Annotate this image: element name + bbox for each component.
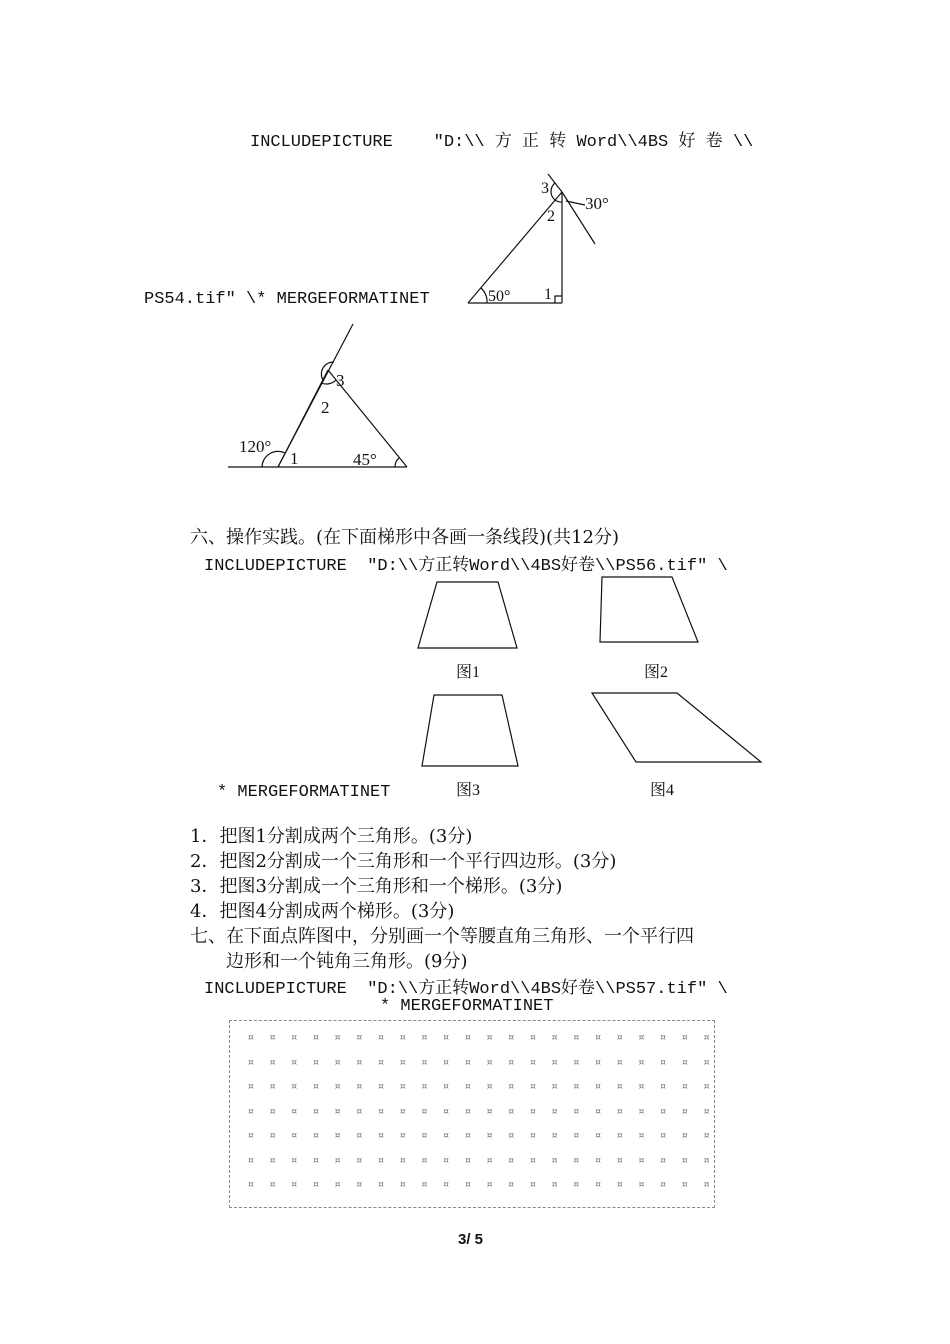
trapezoid-figure-3 <box>422 695 518 766</box>
grid-dot: ¤ <box>269 1057 276 1068</box>
grid-dot: ¤ <box>660 1155 667 1166</box>
grid-dot: ¤ <box>486 1106 493 1117</box>
grid-dot: ¤ <box>573 1180 580 1190</box>
grid-dot: ¤ <box>334 1082 341 1092</box>
grid-dot: ¤ <box>269 1082 276 1092</box>
grid-dot: ¤ <box>356 1082 363 1092</box>
fig1-label: 图1 <box>456 664 481 681</box>
section7-heading-line2: 边形和一个钝角三角形。(9分) <box>226 951 468 972</box>
section6-item-1: 1．把图1分割成两个三角形。(3分) <box>190 826 473 847</box>
grid-dot: ¤ <box>530 1082 536 1092</box>
grid-dot: ¤ <box>248 1131 254 1141</box>
grid-dot: ¤ <box>291 1180 298 1190</box>
grid-dot: ¤ <box>399 1082 406 1092</box>
grid-dot: ¤ <box>356 1057 363 1068</box>
grid-dot: ¤ <box>638 1106 645 1117</box>
grid-dot: ¤ <box>443 1180 450 1190</box>
grid-dot: ¤ <box>399 1131 406 1141</box>
grid-dot: ¤ <box>486 1180 493 1190</box>
grid-dot: ¤ <box>595 1082 601 1092</box>
grid-dot: ¤ <box>356 1033 363 1043</box>
grid-dot: ¤ <box>508 1082 515 1092</box>
grid-dot: ¤ <box>595 1155 601 1166</box>
grid-dot: ¤ <box>313 1131 319 1141</box>
angle-label-45: 45° <box>353 450 377 469</box>
section6-item-3: 3．把图3分割成一个三角形和一个梯形。(3分) <box>190 876 563 897</box>
grid-dot: ¤ <box>248 1057 254 1068</box>
grid-dot: ¤ <box>269 1131 276 1141</box>
grid-dot: ¤ <box>443 1106 450 1117</box>
grid-dot: ¤ <box>313 1082 319 1092</box>
grid-dot: ¤ <box>682 1131 688 1141</box>
grid-dot: ¤ <box>508 1106 515 1117</box>
grid-dot: ¤ <box>399 1033 406 1043</box>
grid-dot: ¤ <box>573 1033 580 1043</box>
grid-dot: ¤ <box>638 1082 645 1092</box>
field-code-ps54-line2: PS54.tif" \* MERGEFORMATINET <box>144 290 430 309</box>
grid-dot: ¤ <box>682 1155 688 1166</box>
section6-heading: 六、操作实践。(在下面梯形中各画一条线段)(共12分) <box>190 527 619 548</box>
grid-dot: ¤ <box>356 1131 363 1141</box>
grid-dot: ¤ <box>334 1180 341 1190</box>
angle-mark-1: 1 <box>544 286 552 303</box>
grid-dot: ¤ <box>334 1033 341 1043</box>
grid-dot: ¤ <box>703 1131 710 1141</box>
grid-dot: ¤ <box>248 1106 254 1117</box>
grid-dot: ¤ <box>269 1155 276 1166</box>
grid-dot: ¤ <box>508 1131 515 1141</box>
grid-dot: ¤ <box>399 1155 406 1166</box>
grid-dot: ¤ <box>573 1057 580 1068</box>
grid-dot: ¤ <box>682 1057 688 1068</box>
grid-dot: ¤ <box>660 1180 667 1190</box>
grid-dot: ¤ <box>248 1155 254 1166</box>
grid-dot: ¤ <box>421 1131 428 1141</box>
grid-dot: ¤ <box>530 1180 536 1190</box>
grid-dot: ¤ <box>269 1180 276 1190</box>
grid-dot: ¤ <box>595 1057 601 1068</box>
grid-dot: ¤ <box>378 1155 384 1166</box>
grid-dot: ¤ <box>616 1180 623 1190</box>
grid-dot: ¤ <box>465 1082 471 1092</box>
angle-mark-1: 1 <box>290 449 299 468</box>
angle-mark-3: 3 <box>541 180 549 197</box>
grid-dot: ¤ <box>508 1057 515 1068</box>
grid-dot: ¤ <box>595 1033 601 1043</box>
grid-dot: ¤ <box>703 1082 710 1092</box>
grid-dot: ¤ <box>551 1131 558 1141</box>
grid-dot: ¤ <box>399 1106 406 1117</box>
grid-dot: ¤ <box>313 1180 319 1190</box>
grid-dot: ¤ <box>465 1033 471 1043</box>
grid-dot: ¤ <box>508 1155 515 1166</box>
grid-dot: ¤ <box>356 1155 363 1166</box>
grid-dot: ¤ <box>508 1033 515 1043</box>
grid-dot: ¤ <box>703 1033 710 1043</box>
grid-dot: ¤ <box>486 1057 493 1068</box>
grid-dot: ¤ <box>616 1106 623 1117</box>
grid-dot: ¤ <box>660 1057 667 1068</box>
trapezoid-figure-4 <box>592 693 761 762</box>
grid-dot: ¤ <box>530 1057 536 1068</box>
grid-dot: ¤ <box>551 1082 558 1092</box>
grid-dot: ¤ <box>313 1033 319 1043</box>
grid-dot: ¤ <box>616 1131 623 1141</box>
grid-dot: ¤ <box>465 1106 471 1117</box>
grid-dot: ¤ <box>291 1033 298 1043</box>
grid-dot: ¤ <box>551 1155 558 1166</box>
angle-label-30: 30° <box>585 194 609 213</box>
grid-dot: ¤ <box>465 1155 471 1166</box>
section6-item-4: 4．把图4分割成两个梯形。(3分) <box>190 901 455 922</box>
grid-dot: ¤ <box>378 1106 384 1117</box>
grid-dot: ¤ <box>616 1057 623 1068</box>
grid-dot: ¤ <box>443 1057 450 1068</box>
section7-heading-line1: 七、在下面点阵图中，分别画一个等腰直角三角形、一个平行四 <box>190 926 694 947</box>
grid-dot: ¤ <box>703 1106 710 1117</box>
fig3-label: 图3 <box>456 782 481 799</box>
field-code-ps54-line1: INCLUDEPICTURE "D:\\ 方 正 转 Word\\4BS 好 卷 \\ <box>250 133 754 152</box>
grid-dot: ¤ <box>660 1033 667 1043</box>
angle-mark-3: 3 <box>336 371 345 390</box>
grid-dot: ¤ <box>530 1155 536 1166</box>
grid-dot: ¤ <box>443 1131 450 1141</box>
grid-dot: ¤ <box>378 1180 384 1190</box>
grid-dot: ¤ <box>530 1106 536 1117</box>
grid-dot: ¤ <box>573 1131 580 1141</box>
field-code-ps57-line1: INCLUDEPICTURE "D:\\方正转Word\\4BS好卷\\PS57.tif" \ <box>204 980 728 999</box>
grid-dot: ¤ <box>703 1057 710 1068</box>
grid-dot: ¤ <box>421 1106 428 1117</box>
grid-dot: ¤ <box>399 1180 406 1190</box>
grid-dot: ¤ <box>269 1106 276 1117</box>
grid-dot: ¤ <box>378 1033 384 1043</box>
grid-dot: ¤ <box>291 1131 298 1141</box>
grid-dot: ¤ <box>421 1082 428 1092</box>
grid-dot: ¤ <box>486 1033 493 1043</box>
grid-dot: ¤ <box>291 1082 298 1092</box>
angle-label-50: 50° <box>488 288 511 305</box>
angle-mark-2: 2 <box>547 208 555 225</box>
grid-dot: ¤ <box>682 1033 688 1043</box>
grid-dot: ¤ <box>551 1180 558 1190</box>
grid-dot: ¤ <box>248 1180 254 1190</box>
grid-dot: ¤ <box>399 1057 406 1068</box>
grid-dot: ¤ <box>313 1106 319 1117</box>
grid-dot: ¤ <box>508 1180 515 1190</box>
field-code-ps56-line1: INCLUDEPICTURE "D:\\方正转Word\\4BS好卷\\PS56.tif" \ <box>204 557 728 576</box>
grid-dot: ¤ <box>616 1082 623 1092</box>
grid-dot: ¤ <box>682 1106 688 1117</box>
grid-dot: ¤ <box>421 1180 428 1190</box>
triangle-figure-b <box>225 320 415 472</box>
grid-dot: ¤ <box>486 1082 493 1092</box>
grid-dot: ¤ <box>703 1155 710 1166</box>
grid-dot: ¤ <box>660 1082 667 1092</box>
grid-dot: ¤ <box>269 1033 276 1043</box>
grid-dot: ¤ <box>703 1180 710 1190</box>
grid-dot: ¤ <box>682 1082 688 1092</box>
grid-dot: ¤ <box>291 1155 298 1166</box>
triangle-figure-a <box>440 170 640 310</box>
grid-dot: ¤ <box>465 1131 471 1141</box>
grid-dot: ¤ <box>638 1033 645 1043</box>
grid-dot: ¤ <box>334 1057 341 1068</box>
grid-dot: ¤ <box>378 1082 384 1092</box>
grid-dot: ¤ <box>334 1106 341 1117</box>
grid-dot: ¤ <box>638 1131 645 1141</box>
grid-dot: ¤ <box>660 1106 667 1117</box>
grid-dot: ¤ <box>378 1057 384 1068</box>
grid-dot: ¤ <box>334 1155 341 1166</box>
grid-dot: ¤ <box>443 1155 450 1166</box>
grid-dot: ¤ <box>443 1033 450 1043</box>
trapezoid-figures <box>410 570 780 805</box>
section6-item-2: 2．把图2分割成一个三角形和一个平行四边形。(3分) <box>190 851 617 872</box>
grid-dot: ¤ <box>616 1155 623 1166</box>
grid-dot: ¤ <box>291 1057 298 1068</box>
dot-grid[interactable] <box>229 1020 715 1208</box>
grid-dot: ¤ <box>465 1057 471 1068</box>
grid-dot: ¤ <box>573 1155 580 1166</box>
grid-dot: ¤ <box>378 1131 384 1141</box>
grid-dot: ¤ <box>638 1180 645 1190</box>
grid-dot: ¤ <box>551 1057 558 1068</box>
grid-dot: ¤ <box>638 1057 645 1068</box>
grid-dot: ¤ <box>551 1033 558 1043</box>
grid-dot: ¤ <box>573 1082 580 1092</box>
grid-dot: ¤ <box>573 1106 580 1117</box>
grid-dot: ¤ <box>530 1033 536 1043</box>
trapezoid-figure-1 <box>418 582 517 648</box>
page-number: 3/ 5 <box>458 1231 484 1248</box>
grid-dot: ¤ <box>334 1131 341 1141</box>
grid-dot: ¤ <box>421 1057 428 1068</box>
grid-dot: ¤ <box>682 1180 688 1190</box>
grid-dot: ¤ <box>356 1106 363 1117</box>
grid-dot: ¤ <box>638 1155 645 1166</box>
grid-dot: ¤ <box>356 1180 363 1190</box>
field-code-ps56-line2: * MERGEFORMATINET <box>217 783 391 802</box>
grid-dot: ¤ <box>660 1131 667 1141</box>
grid-dot: ¤ <box>248 1082 254 1092</box>
grid-dot: ¤ <box>530 1131 536 1141</box>
grid-dot: ¤ <box>421 1033 428 1043</box>
grid-dot: ¤ <box>595 1106 601 1117</box>
grid-dot: ¤ <box>616 1033 623 1043</box>
grid-dot: ¤ <box>465 1180 471 1190</box>
angle-label-120: 120° <box>239 437 272 456</box>
grid-dot: ¤ <box>313 1155 319 1166</box>
trapezoid-figure-2 <box>600 577 698 642</box>
field-code-ps57-line2: * MERGEFORMATINET <box>380 997 554 1016</box>
grid-dot: ¤ <box>291 1106 298 1117</box>
grid-dot: ¤ <box>486 1155 493 1166</box>
grid-dot: ¤ <box>421 1155 428 1166</box>
grid-dot: ¤ <box>595 1180 601 1190</box>
angle-mark-2: 2 <box>321 398 330 417</box>
grid-dot: ¤ <box>551 1106 558 1117</box>
grid-dot: ¤ <box>443 1082 450 1092</box>
grid-dot: ¤ <box>313 1057 319 1068</box>
grid-dot: ¤ <box>248 1033 254 1043</box>
grid-dot: ¤ <box>486 1131 493 1141</box>
fig4-label: 图4 <box>650 782 675 799</box>
fig2-label: 图2 <box>644 664 669 681</box>
grid-dot: ¤ <box>595 1131 601 1141</box>
